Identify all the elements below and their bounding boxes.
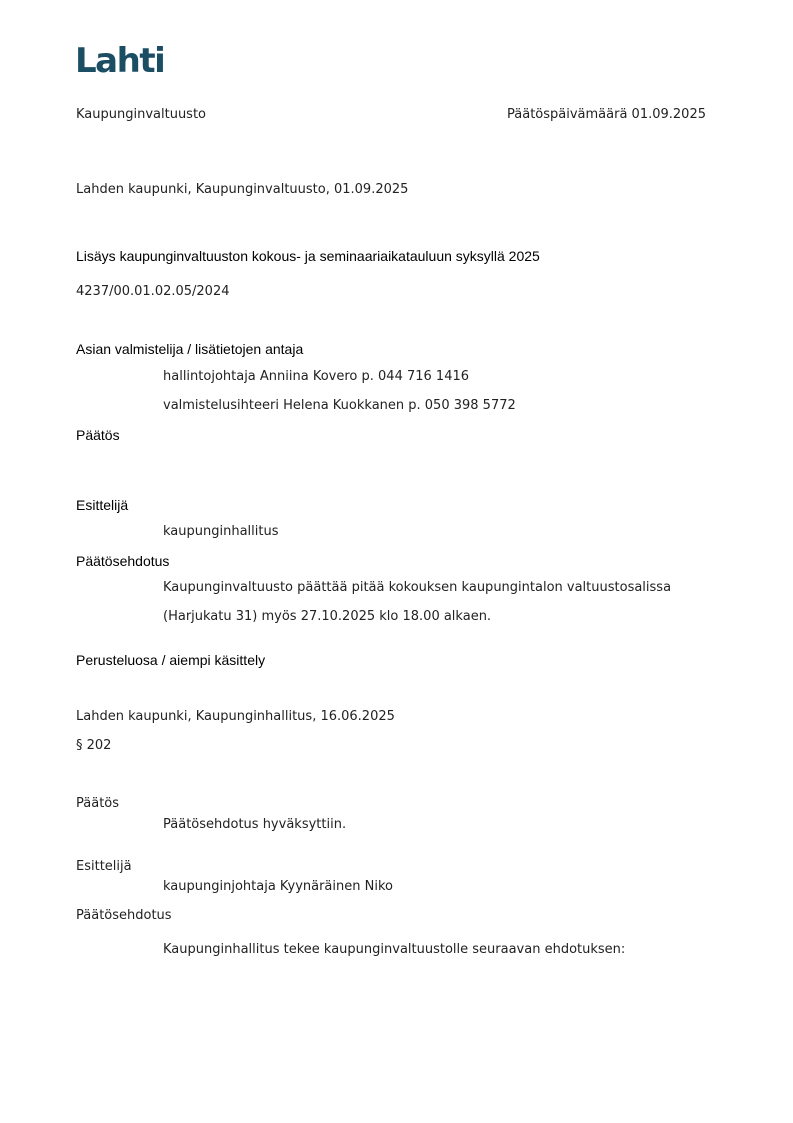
prior-decision-label: Päätös <box>76 796 120 811</box>
organ-name: Kaupunginvaltuusto <box>76 107 207 122</box>
presenter-heading: Esittelijä <box>76 497 129 513</box>
prior-proposal-label: Päätösehdotus <box>76 908 172 923</box>
prior-meeting-line: Lahden kaupunki, Kaupunginhallitus, 16.06.2025 <box>76 709 395 724</box>
preparer-heading: Asian valmistelija / lisätietojen antaja <box>76 341 304 357</box>
preparer-person-2: valmistelusihteeri Helena Kuokkanen p. 050 398 5772 <box>163 398 516 413</box>
background-heading: Perusteluosa / aiempi käsittely <box>76 652 266 668</box>
prior-section: § 202 <box>76 738 112 753</box>
document-title: Lisäys kaupunginvaltuuston kokous- ja seminaariaikatauluun syksyllä 2025 <box>76 248 540 264</box>
prior-decision-value: Päätösehdotus hyväksyttiin. <box>163 817 347 832</box>
meeting-line: Lahden kaupunki, Kaupunginvaltuusto, 01.09.2025 <box>76 182 409 197</box>
record-number: 4237/00.01.02.05/2024 <box>76 284 230 299</box>
prior-presenter-label: Esittelijä <box>76 859 132 874</box>
lahti-logo: Lahti <box>75 41 165 81</box>
preparer-person-1: hallintojohtaja Anniina Kovero p. 044 716 1416 <box>163 369 470 384</box>
decision-date: Päätöspäivämäärä 01.09.2025 <box>507 107 706 122</box>
decision-heading: Päätös <box>76 427 120 443</box>
prior-presenter-value: kaupunginjohtaja Kyynäräinen Niko <box>163 879 393 894</box>
presenter-value: kaupunginhallitus <box>163 524 279 539</box>
proposal-heading: Päätösehdotus <box>76 553 170 569</box>
prior-proposal-value: Kaupunginhallitus tekee kaupunginvaltuustolle seuraavan ehdotuksen: <box>163 942 626 957</box>
proposal-line-2: (Harjukatu 31) myös 27.10.2025 klo 18.00 alkaen. <box>163 609 492 624</box>
proposal-line-1: Kaupunginvaltuusto päättää pitää kokouksen kaupungintalon valtuustosalissa <box>163 580 672 595</box>
